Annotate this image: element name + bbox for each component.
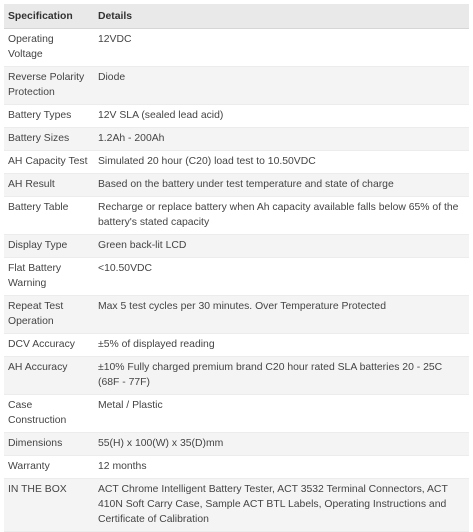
detail-cell: Based on the battery under test temperature and state of charge [94,174,469,197]
detail-cell: Recharge or replace battery when Ah capacity available falls below 65% of the battery's stated capacity [94,197,469,235]
detail-cell: Diode [94,67,469,105]
table-row [4,235,469,258]
header-specification: Specification [4,4,94,29]
spec-cell: Battery Types [4,105,94,128]
spec-cell: Warranty [4,456,94,479]
detail-cell: 12VDC [94,29,469,67]
spec-cell: AH Capacity Test [4,151,94,174]
detail-cell: Metal / Plastic [94,395,469,433]
header-details: Details [94,4,469,29]
table-row [4,395,469,433]
spec-cell: Battery Table [4,197,94,235]
table-row [4,67,469,105]
spec-cell: Battery Sizes [4,128,94,151]
spec-cell: AH Result [4,174,94,197]
table-row [4,456,469,479]
spec-cell: AH Accuracy [4,357,94,395]
detail-cell: ACT Chrome Intelligent Battery Tester, ACT 3532 Terminal Connectors, ACT 410N Soft Carry Case, Sample ACT BTL Labels, Operating Instructions and Certificate of Calibration [94,479,469,532]
spec-cell: Display Type [4,235,94,258]
specification-table [4,4,469,532]
table-row [4,128,469,151]
spec-cell: Dimensions [4,433,94,456]
detail-cell: Simulated 20 hour (C20) load test to 10.50VDC [94,151,469,174]
table-row [4,433,469,456]
table-row [4,357,469,395]
table-header [4,4,469,29]
spec-cell: Flat Battery Warning [4,258,94,296]
header-row [4,4,469,29]
table-row [4,105,469,128]
detail-cell: ±10% Fully charged premium brand C20 hour rated SLA batteries 20 - 25C (68F - 77F) [94,357,469,395]
detail-cell: ±5% of displayed reading [94,334,469,357]
detail-cell: 12V SLA (sealed lead acid) [94,105,469,128]
table-row [4,258,469,296]
spec-cell: Reverse Polarity Protection [4,67,94,105]
table-row [4,151,469,174]
detail-cell: <10.50VDC [94,258,469,296]
table-body [4,29,469,532]
spec-cell: Operating Voltage [4,29,94,67]
spec-cell: DCV Accuracy [4,334,94,357]
detail-cell: Max 5 test cycles per 30 minutes. Over Temperature Protected [94,296,469,334]
detail-cell: 55(H) x 100(W) x 35(D)mm [94,433,469,456]
table-row [4,334,469,357]
table-row [4,174,469,197]
table-row [4,197,469,235]
spec-cell: Repeat Test Operation [4,296,94,334]
table-row [4,479,469,532]
detail-cell: Green back-lit LCD [94,235,469,258]
spec-cell: Case Construction [4,395,94,433]
table-row [4,29,469,67]
spec-cell: IN THE BOX [4,479,94,532]
table-row [4,296,469,334]
detail-cell: 1.2Ah - 200Ah [94,128,469,151]
detail-cell: 12 months [94,456,469,479]
